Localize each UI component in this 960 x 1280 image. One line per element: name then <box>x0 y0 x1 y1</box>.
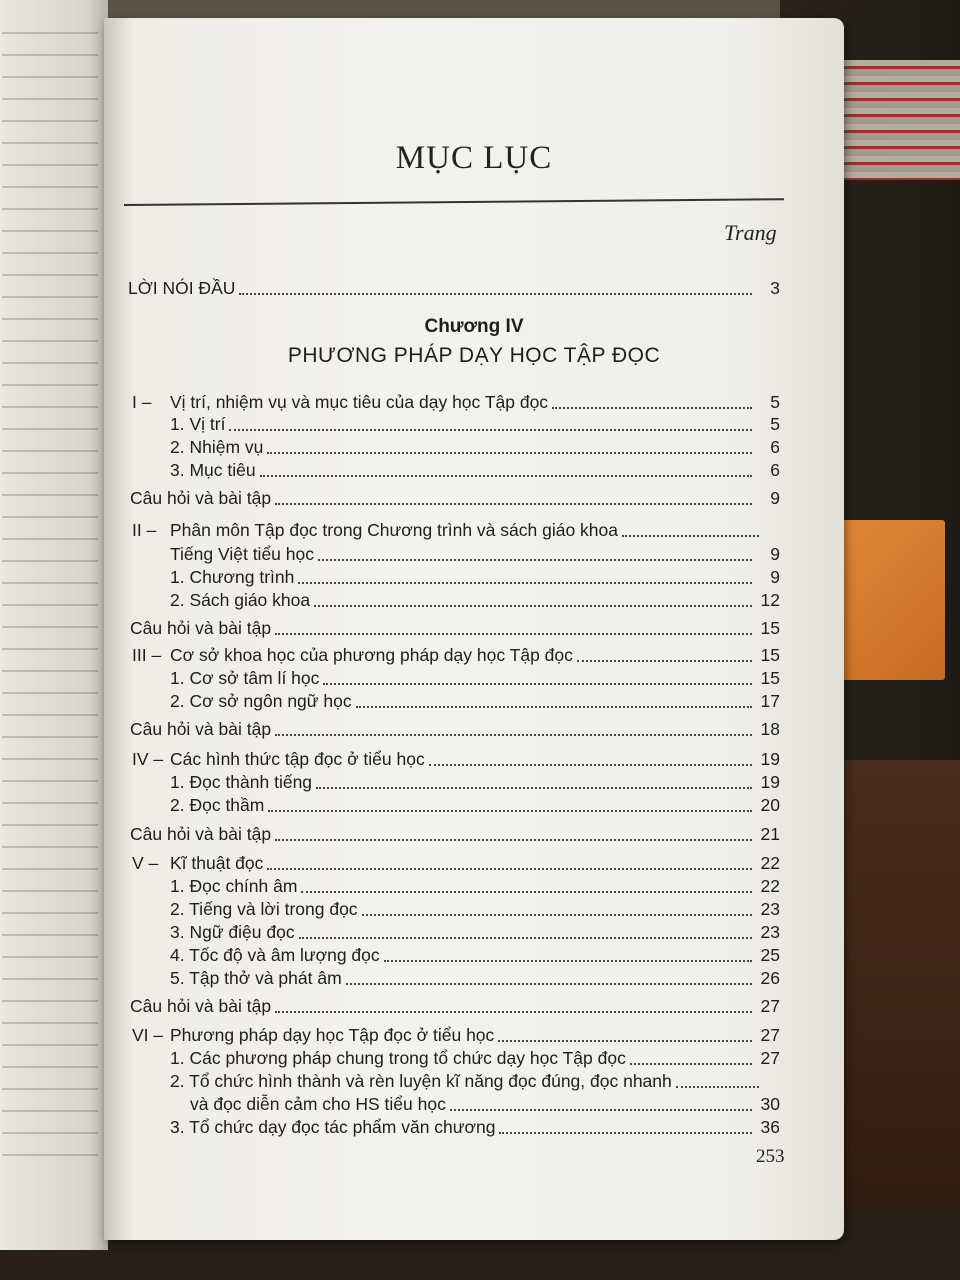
toc-entry-page: 22 <box>760 876 780 896</box>
toc-entry <box>104 1046 844 1070</box>
toc-entry <box>104 276 844 300</box>
toc-entry <box>104 1115 844 1139</box>
toc-entry-leader <box>267 452 752 454</box>
toc-entry-title: 3. Mục tiêu <box>170 460 256 480</box>
toc-entry-title: Phương pháp dạy học Tập đọc ở tiểu học <box>170 1025 495 1045</box>
toc-entry-title: Kĩ thuật đọc <box>170 853 264 873</box>
toc-entry-leader <box>275 1011 752 1013</box>
toc-entry <box>104 689 844 713</box>
toc-entry-leader <box>362 914 752 916</box>
toc-entry-number: II – <box>132 520 157 540</box>
toc-entry-page: 20 <box>760 795 780 815</box>
toc-entry-leader <box>314 605 752 607</box>
left-page-text-lines <box>2 20 98 1170</box>
toc-entry-title: 3. Tổ chức dạy đọc tác phẩm văn chương <box>170 1117 496 1137</box>
toc-entry-leader <box>275 839 752 841</box>
toc-entry-title: Cơ sở khoa học của phương pháp dạy học Tập đọc <box>170 645 573 665</box>
toc-entry-page: 5 <box>770 392 780 412</box>
toc-entry-page: 9 <box>770 488 780 508</box>
toc-entry <box>104 616 844 640</box>
toc-entry-leader <box>429 764 752 766</box>
toc-entry-title: Câu hỏi và bài tập <box>130 824 272 844</box>
toc-entry-leader <box>316 787 752 789</box>
toc-entry-page: 27 <box>760 1048 780 1068</box>
toc-entry-number: III – <box>132 645 162 665</box>
toc-entry-title: Câu hỏi và bài tập <box>130 488 272 508</box>
toc-entry <box>104 565 844 589</box>
toc-entry-leader <box>229 429 752 431</box>
toc-entry <box>104 458 844 482</box>
toc-entry-title: 5. Tập thở và phát âm <box>170 968 342 988</box>
toc-entry <box>104 822 844 846</box>
toc-entry-page: 6 <box>770 437 780 457</box>
toc-entry-leader <box>450 1109 752 1111</box>
toc-entry-page: 23 <box>760 899 780 919</box>
toc-entry-title: Các hình thức tập đọc ở tiểu học <box>170 749 425 769</box>
toc-entry-title: 2. Đọc thầm <box>170 795 265 815</box>
toc-entry <box>104 966 844 990</box>
toc-entry <box>104 518 844 542</box>
toc-entry-title: 1. Các phương pháp chung trong tổ chức dạy học Tập đọc <box>170 1048 626 1068</box>
toc-entry-page: 27 <box>760 1025 780 1045</box>
toc-entry-page: 18 <box>760 719 780 739</box>
chapter-label: Chương IV <box>424 316 524 337</box>
toc-entry-title: và đọc diễn cảm cho HS tiểu học <box>190 1094 446 1114</box>
toc-entry-title: 2. Cơ sở ngôn ngữ học <box>170 691 352 711</box>
toc-entry-title: 4. Tốc độ và âm lượng đọc <box>170 945 380 965</box>
toc-entry-leader <box>275 503 752 505</box>
toc-entry <box>104 793 844 817</box>
toc-entry <box>104 1069 844 1093</box>
toc-entry-leader <box>384 960 752 962</box>
toc-entry-title: 1. Đọc chính âm <box>170 876 298 896</box>
title-rule <box>124 198 784 206</box>
toc-entry-number: VI – <box>132 1025 164 1045</box>
toc-entry-page: 6 <box>770 460 780 480</box>
toc-entry <box>104 994 844 1018</box>
toc-entry-page: 15 <box>760 668 780 688</box>
toc-entry-page: 12 <box>760 590 780 610</box>
page-column-header: Trang <box>724 220 777 245</box>
toc-entry-page: 27 <box>760 996 780 1016</box>
toc-entry <box>104 717 844 741</box>
toc-entry-leader <box>323 683 752 685</box>
toc-entry-title: 1. Cơ sở tâm lí học <box>170 668 320 688</box>
toc-entry-page: 22 <box>760 853 780 873</box>
toc-entry <box>104 486 844 510</box>
toc-entry-leader <box>676 1086 759 1088</box>
toc-entry-page: 25 <box>760 945 780 965</box>
toc-entry <box>104 874 844 898</box>
toc-entry-leader <box>622 535 759 537</box>
toc-entry-leader <box>499 1132 752 1134</box>
toc-entry-leader <box>275 633 752 635</box>
toc-entry-leader <box>577 660 752 662</box>
toc-entry-title: 1. Chương trình <box>170 567 295 587</box>
page-title: MỤC LỤC <box>395 140 553 176</box>
toc-entry-leader <box>239 293 752 295</box>
toc-entry <box>104 851 844 875</box>
toc-entry-title: 3. Ngữ điệu đọc <box>170 922 295 942</box>
toc-entry-page: 9 <box>770 544 780 564</box>
toc-entry-page: 5 <box>770 414 780 434</box>
toc-entry <box>104 643 844 667</box>
toc-entry-leader <box>299 937 752 939</box>
toc-entry-page: 36 <box>760 1117 780 1137</box>
toc-entry <box>104 542 844 566</box>
toc-entry-page: 21 <box>760 824 780 844</box>
toc-entry-page: 15 <box>760 618 780 638</box>
toc-entry-number: V – <box>132 853 159 873</box>
toc-entry-leader <box>298 582 752 584</box>
page-number: 253 <box>756 1146 785 1167</box>
book-page <box>104 18 844 1240</box>
toc-entry-leader <box>267 868 752 870</box>
toc-entry-page: 30 <box>760 1094 780 1114</box>
toc-entry-leader <box>346 983 752 985</box>
toc-entry <box>104 588 844 612</box>
toc-entry-leader <box>275 734 752 736</box>
toc-entry-page: 3 <box>770 278 780 298</box>
toc-entry-title: Câu hỏi và bài tập <box>130 996 272 1016</box>
toc-entry-title: 2. Sách giáo khoa <box>170 590 311 610</box>
toc-entry <box>104 1092 844 1116</box>
toc-entry-leader <box>630 1063 752 1065</box>
toc-entry-page: 19 <box>760 749 780 769</box>
toc-entry-number: IV – <box>132 749 164 769</box>
toc-entry-leader <box>498 1040 752 1042</box>
toc-entry-title: 2. Nhiệm vụ <box>170 437 264 457</box>
toc-entry-leader <box>268 810 752 812</box>
toc-entry-title: 1. Đọc thành tiếng <box>170 772 313 792</box>
toc-entry <box>104 1023 844 1047</box>
toc-entry-leader <box>301 891 752 893</box>
toc-entry <box>104 920 844 944</box>
toc-entry-title: Tiếng Việt tiểu học <box>170 544 314 564</box>
toc-entry <box>104 747 844 771</box>
toc-entry-title: LỜI NÓI ĐẦU <box>128 278 236 298</box>
left-facing-page <box>0 0 108 1250</box>
chapter-name: PHƯƠNG PHÁP DẠY HỌC TẬP ĐỌC <box>287 344 661 367</box>
toc-entry <box>104 897 844 921</box>
toc-entry-leader <box>260 475 752 477</box>
toc-entry-title: 1. Vị trí <box>170 414 226 434</box>
toc-entry-title: 2. Tổ chức hình thành và rèn luyện kĩ năng đọc đúng, đọc nhanh <box>170 1071 672 1091</box>
toc-entry-page: 19 <box>760 772 780 792</box>
toc-entry <box>104 435 844 459</box>
toc-entry <box>104 666 844 690</box>
toc-entry-title: Phân môn Tập đọc trong Chương trình và sách giáo khoa <box>170 520 619 540</box>
toc-entry-title: Vị trí, nhiệm vụ và mục tiêu của dạy học Tập đọc <box>170 392 549 412</box>
toc-entry-page: 23 <box>760 922 780 942</box>
toc-entry-title: Câu hỏi và bài tập <box>130 719 272 739</box>
toc-entry <box>104 943 844 967</box>
toc-entry-leader <box>356 706 752 708</box>
toc-entry <box>104 412 844 436</box>
toc-entry-page: 15 <box>760 645 780 665</box>
toc-entry-title: 2. Tiếng và lời trong đọc <box>170 899 358 919</box>
toc-entry-page: 17 <box>760 691 780 711</box>
toc-entry <box>104 390 844 414</box>
toc-entry-page: 26 <box>760 968 780 988</box>
toc-entry-leader <box>318 559 752 561</box>
toc-entry <box>104 770 844 794</box>
toc-entry-leader <box>552 407 752 409</box>
toc-entry-page: 9 <box>770 567 780 587</box>
toc-entry-number: I – <box>132 392 152 412</box>
toc-entry-title: Câu hỏi và bài tập <box>130 618 272 638</box>
